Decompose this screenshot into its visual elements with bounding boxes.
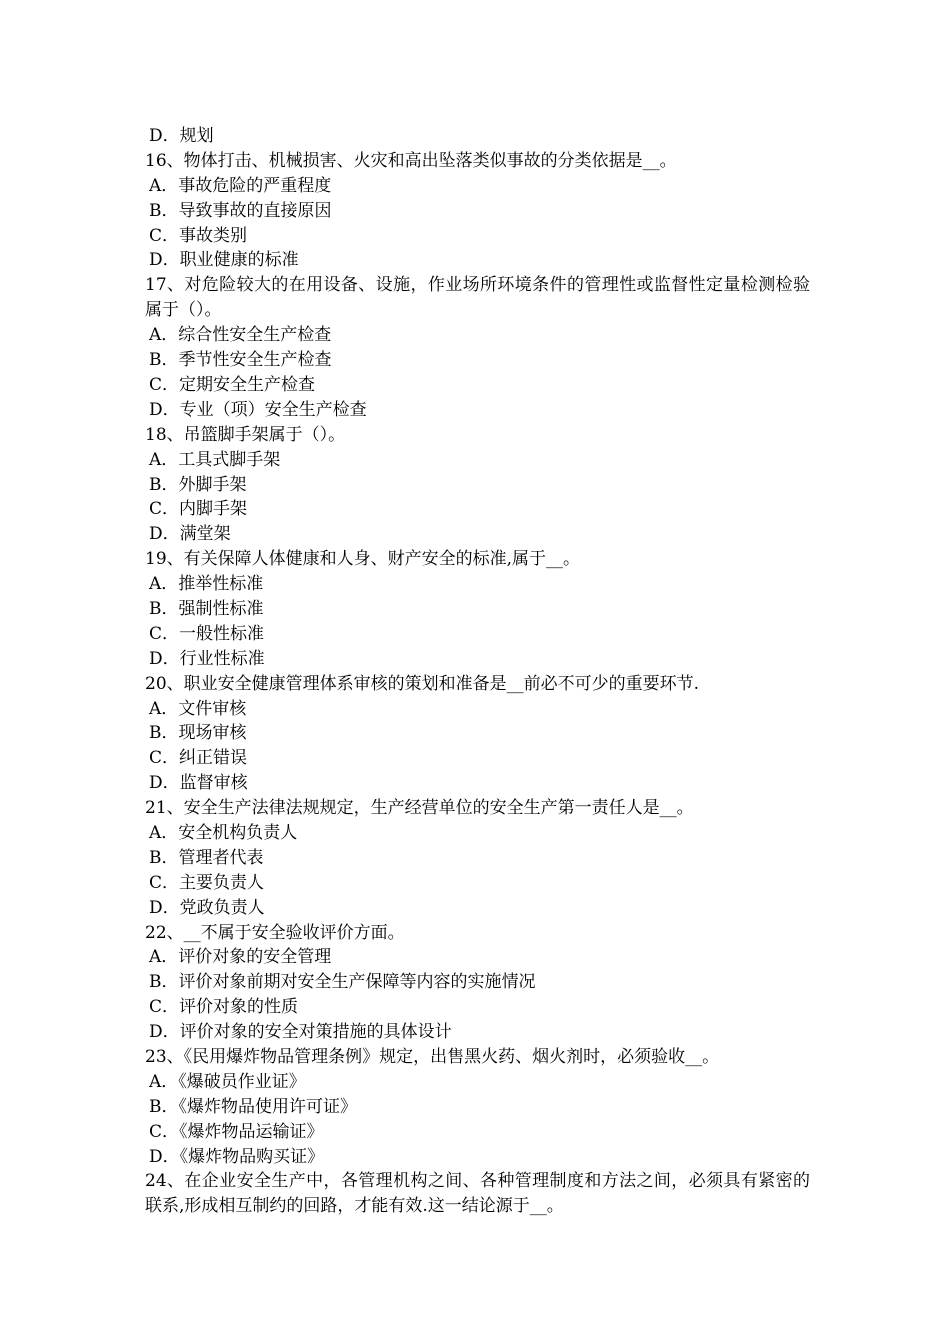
question-text: 16、物体打击、机械损害、火灾和高出坠落类似事故的分类依据是__。 (145, 150, 677, 171)
question-text: 22、__不属于安全验收评价方面。 (145, 922, 405, 943)
option-text: B．外脚手架 (149, 474, 247, 495)
question-text: 24、在企业安全生产中，各管理机构之间、各种管理制度和方法之间，必须具有紧密的联系,形成相互制约的回路，才能有效.这一结论源于__。 (145, 1171, 810, 1217)
question-text: 19、有关保障人体健康和人身、财产安全的标准,属于__。 (145, 549, 581, 570)
option-text: D．监督审核 (149, 773, 248, 794)
option-text: C．内脚手架 (149, 499, 248, 520)
option-text: A．工具式脚手架 (149, 449, 281, 470)
option-text: A．事故危险的严重程度 (149, 175, 332, 196)
option-text: D．党政负责人 (149, 897, 265, 918)
option-text: C．纠正错误 (149, 748, 248, 769)
option-text: C．主要负责人 (149, 872, 265, 893)
question-text: 21、安全生产法律法规规定，生产经营单位的安全生产第一责任人是__。 (145, 798, 694, 819)
question-text: 20、职业安全健康管理体系审核的策划和准备是__前必不可少的重要环节. (145, 673, 700, 694)
option-text: D．行业性标准 (149, 648, 265, 669)
option-text: A．综合性安全生产检查 (149, 325, 332, 346)
option-text: A．《爆破员作业证》 (149, 1071, 306, 1092)
option-text: A．评价对象的安全管理 (149, 947, 332, 968)
option-text: C．评价对象的性质 (149, 997, 299, 1018)
option-text: B．《爆炸物品使用许可证》 (149, 1096, 357, 1117)
option-text: D．规划 (149, 126, 214, 146)
option-text: B．现场审核 (149, 723, 247, 744)
option-text: A．文件审核 (149, 698, 247, 719)
option-text: D．《爆炸物品购买证》 (149, 1146, 325, 1167)
option-text: B．评价对象前期对安全生产保障等内容的实施情况 (149, 972, 536, 993)
option-text: C．一般性标准 (149, 623, 265, 644)
option-text: B．季节性安全生产检查 (149, 350, 332, 371)
option-text: D．评价对象的安全对策措施的具体设计 (149, 1022, 452, 1043)
option-text: B．导致事故的直接原因 (149, 200, 332, 221)
option-text: C．事故类别 (149, 225, 248, 246)
option-text: C．定期安全生产检查 (149, 374, 316, 395)
option-text: D．满堂架 (149, 524, 231, 545)
option-text: D．专业（项）安全生产检查 (149, 399, 367, 420)
question-text: 23、《民用爆炸物品管理条例》规定，出售黑火药、烟火剂时，必须验收__。 (145, 1046, 720, 1067)
option-text: D．职业健康的标准 (149, 250, 299, 271)
option-text: C．《爆炸物品运输证》 (149, 1121, 324, 1142)
option-text: B．管理者代表 (149, 847, 264, 868)
option-text: B．强制性标准 (149, 598, 264, 619)
question-text: 17、对危险较大的在用设备、设施，作业场所环境条件的管理性或监督性定量检测检验属于（）。 (145, 275, 810, 321)
option-text: A．安全机构负责人 (149, 822, 298, 843)
question-text: 18、吊篮脚手架属于（）。 (145, 424, 346, 445)
option-text: A．推举性标准 (149, 574, 264, 595)
question-list (145, 124, 810, 1219)
